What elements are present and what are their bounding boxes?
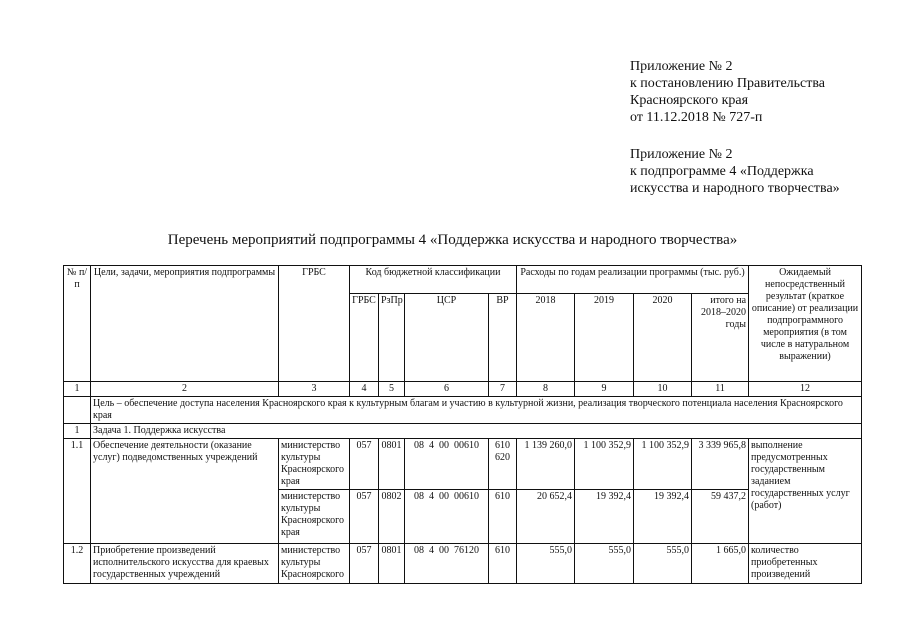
row-vr: 610 [489, 544, 517, 584]
header-goals: Цели, задачи, мероприятия подпрограммы [91, 266, 279, 382]
row-csr: 08 4 00 76120 [405, 544, 489, 584]
column-number: 7 [489, 382, 517, 397]
column-number: 4 [350, 382, 379, 397]
row-result: количество приобретенных произведений [749, 544, 862, 584]
row-grbs-name: министерство культуры Красноярского края [279, 490, 350, 544]
row-2018: 555,0 [517, 544, 575, 584]
appendix-main-line-3: Красноярского края [630, 93, 749, 108]
goal-num-cell [64, 397, 91, 424]
header-sub-grbs: ГРБС [350, 294, 379, 382]
row-2020: 19 392,4 [634, 490, 692, 544]
header-budget-code: Код бюджетной классификации [350, 266, 517, 294]
header-sub-rzpr: РзПр [379, 294, 405, 382]
appendix-sub-line-1: Приложение № 2 [630, 147, 733, 162]
appendix-sub-block [630, 146, 840, 197]
table-row [64, 544, 862, 584]
column-number: 9 [575, 382, 634, 397]
table-row [64, 439, 862, 490]
goal-row [64, 397, 862, 424]
row-code-grbs: 057 [350, 490, 379, 544]
row-vr: 610 [489, 490, 517, 544]
task-text: Задача 1. Поддержка искусства [91, 424, 862, 439]
row-grbs-name: министерство культуры Красноярского [279, 544, 350, 584]
column-number: 3 [279, 382, 350, 397]
header-total: итого на 2018–2020 годы [692, 294, 749, 382]
row-csr: 08 4 00 00610 [405, 439, 489, 490]
task-num: 1 [64, 424, 91, 439]
row-2019: 19 392,4 [575, 490, 634, 544]
row-2019: 1 100 352,9 [575, 439, 634, 490]
row-2020: 1 100 352,9 [634, 439, 692, 490]
header-row-1 [64, 266, 862, 294]
row-rzpr: 0801 [379, 439, 405, 490]
row-csr: 08 4 00 00610 [405, 490, 489, 544]
row-2019: 555,0 [575, 544, 634, 584]
column-number: 2 [91, 382, 279, 397]
appendix-main-line-4: от 11.12.2018 № 727-п [630, 110, 763, 125]
column-number: 12 [749, 382, 862, 397]
header-result: Ожидаемый непосредственный результат (краткое описание) от реализации подпрограммного мероприятия (в том числе в натуральном выражении) [749, 266, 862, 382]
header-year-2019: 2019 [575, 294, 634, 382]
appendix-sub-line-2: к подпрограмме 4 «Поддержка [630, 164, 814, 179]
column-number: 10 [634, 382, 692, 397]
column-number: 11 [692, 382, 749, 397]
appendix-main-line-2: к постановлению Правительства [630, 76, 826, 91]
goal-text: Цель – обеспечение доступа населения Красноярского края к культурным благам и участию в культурной жизни, реализация творческого потенциала населения Красноярского края [91, 397, 862, 424]
row-num: 1.2 [64, 544, 91, 584]
row-code-grbs: 057 [350, 439, 379, 490]
row-measure-name: Приобретение произведений исполнительского искусства для краевых государственных учреждений [91, 544, 279, 584]
row-total: 3 339 965,8 [692, 439, 749, 490]
measures-table [63, 265, 862, 584]
row-grbs-name: министерство культуры Красноярского края [279, 439, 350, 490]
header-year-2020: 2020 [634, 294, 692, 382]
header-expenses: Расходы по годам реализации программы (тыс. руб.) [517, 266, 749, 294]
appendix-sub-line-3: искусства и народного творчества» [630, 181, 840, 196]
row-measure-name: Обеспечение деятельности (оказание услуг) подведомственных учреждений [91, 439, 279, 544]
row-rzpr: 0801 [379, 544, 405, 584]
header-year-2018: 2018 [517, 294, 575, 382]
row-2018: 20 652,4 [517, 490, 575, 544]
row-total: 59 437,2 [692, 490, 749, 544]
appendix-main-line-1: Приложение № 2 [630, 59, 733, 74]
column-number: 5 [379, 382, 405, 397]
header-sub-csr: ЦСР [405, 294, 489, 382]
task-row [64, 424, 862, 439]
row-result: выполнение предусмотренных государственным заданием государственных услуг (работ) [749, 439, 862, 544]
row-2020: 555,0 [634, 544, 692, 584]
row-rzpr: 0802 [379, 490, 405, 544]
row-code-grbs: 057 [350, 544, 379, 584]
header-num: № п/п [64, 266, 91, 382]
header-grbs: ГРБС [279, 266, 350, 382]
column-number: 6 [405, 382, 489, 397]
row-total: 1 665,0 [692, 544, 749, 584]
appendix-main-block [630, 58, 825, 126]
row-2018: 1 139 260,0 [517, 439, 575, 490]
column-number: 1 [64, 382, 91, 397]
document-title: Перечень мероприятий подпрограммы 4 «Поддержка искусства и народного творчества» [167, 232, 738, 248]
header-sub-vr: ВР [489, 294, 517, 382]
row-vr: 610 620 [489, 439, 517, 490]
column-number: 8 [517, 382, 575, 397]
column-numbers-row [64, 382, 862, 397]
row-num: 1.1 [64, 439, 91, 544]
